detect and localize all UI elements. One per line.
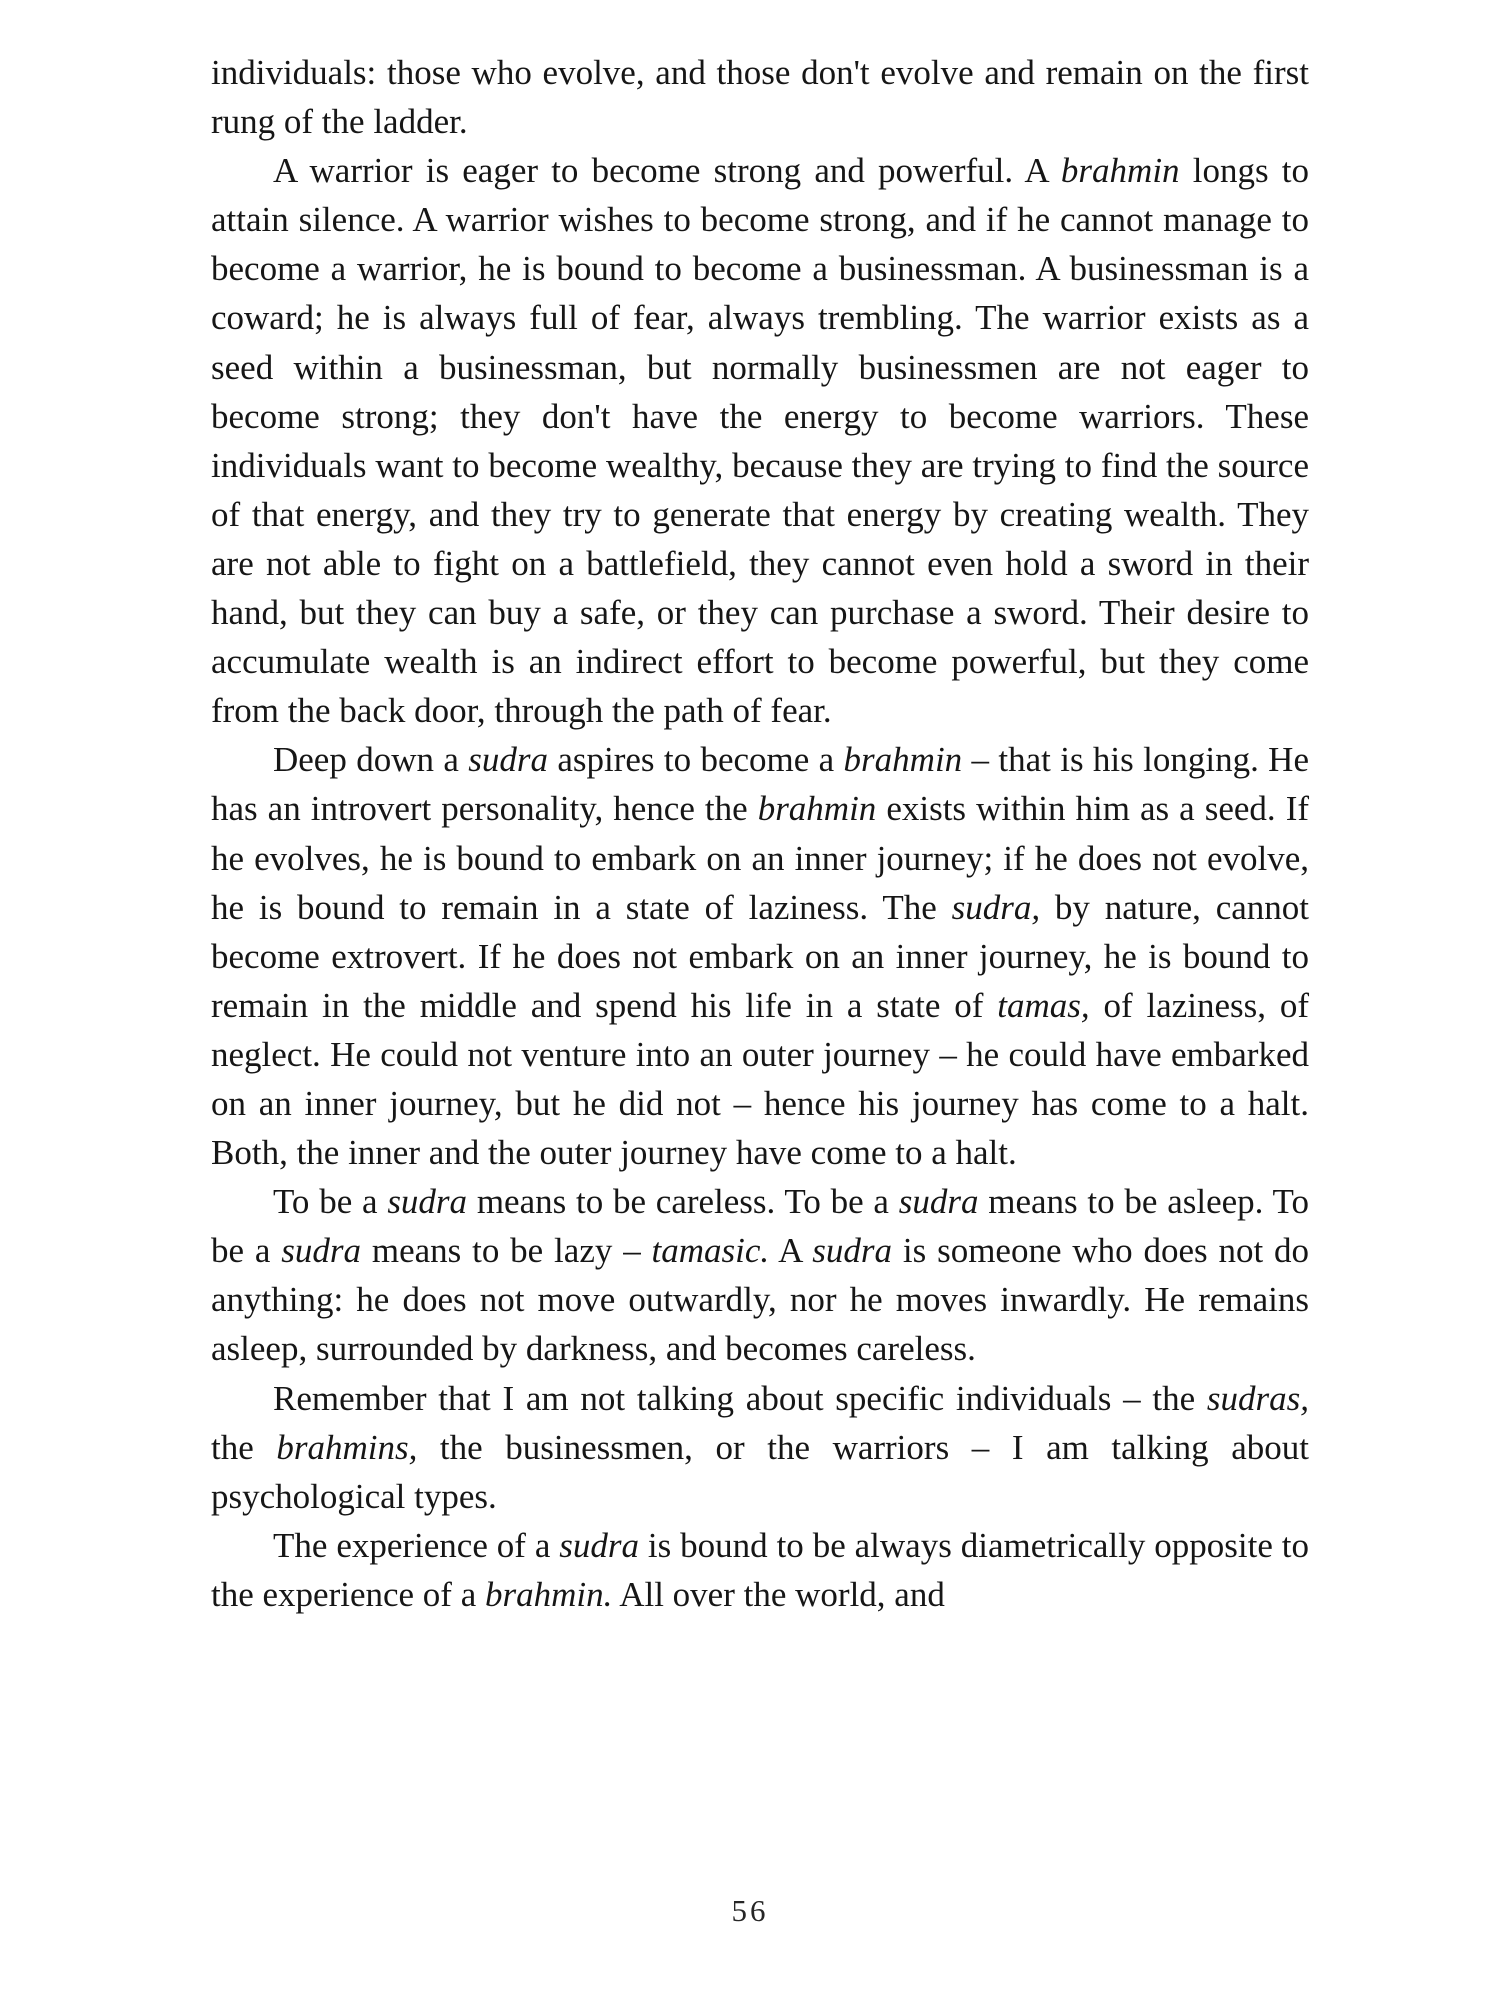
- italic-term: sudra: [559, 1525, 640, 1565]
- paragraph: [211, 1177, 1309, 1373]
- italic-term: sudra: [468, 740, 548, 780]
- text-run: All over the world, and: [612, 1574, 945, 1614]
- italic-term: tamasic.: [651, 1231, 770, 1271]
- text-run: aspires to become a: [547, 740, 844, 780]
- text-run: To be a: [273, 1182, 388, 1222]
- paragraph: [211, 48, 1309, 146]
- text-run: exists within him as a seed. If he evolves, he is bound to embark on an inner journey; if he does not evolve, he is bound to remain in a state of laziness. The: [211, 789, 1309, 927]
- paragraph: [211, 146, 1309, 735]
- paragraph: [211, 735, 1309, 1177]
- italic-term: sudra: [387, 1182, 468, 1222]
- text-run: A warrior is eager to become strong and powerful. A: [273, 151, 1061, 191]
- italic-term: brahmin: [1060, 151, 1180, 191]
- text-run: of laziness, of neglect. He could not venture into an outer journey – he could have embarked on an inner journey, but he did not – hence his journey has come to a halt. Both, the inner and the outer journey have come to a halt.: [211, 985, 1309, 1173]
- text-run: the businessmen, or the warriors – I am talking about psychological types.: [211, 1427, 1309, 1516]
- italic-term: brahmin: [757, 789, 877, 829]
- text-run: by nature, cannot become extrovert. If he does not embark on an inner journey, he is bound to remain in the middle and spend his life in a state of: [211, 887, 1310, 1025]
- text-run: longs to attain silence. A warrior wishes to become strong, and if he cannot manage to become a warrior, he is bound to become a businessman. A businessman is a coward; he is always full of fear, always trembling. The warrior exists as a seed within a businessman, but normally businessmen are not eager to become strong; they don't have the energy to become warriors. These individuals want to become wealthy, because they are trying to find the source of that energy, and they try to generate that energy by creating wealth. They are not able to fight on a battlefield, they cannot even hold a sword in their hand, but they can buy a safe, or they can purchase a sword. Their desire to accumulate wealth is an indirect effort to become powerful, but they come from the back door, through the path of fear.: [211, 151, 1309, 731]
- text-run: A: [769, 1231, 813, 1271]
- paragraph: [211, 1374, 1309, 1521]
- text-run: the: [211, 1427, 277, 1467]
- text-run: Remember that I am not talking about specific individuals – the: [273, 1378, 1207, 1418]
- italic-term: sudra: [812, 1231, 893, 1271]
- text-run: – that is his longing. He has an introvert personality, hence the: [211, 740, 1309, 829]
- text-run: means to be careless. To be a: [467, 1182, 899, 1222]
- text-run: means to be asleep. To be a: [211, 1182, 1309, 1271]
- italic-term: sudra,: [951, 887, 1041, 927]
- paragraph: [211, 1521, 1309, 1619]
- text-run: Deep down a: [273, 740, 469, 780]
- text-run: individuals: those who evolve, and those don't evolve and remain on the first rung of the ladder.: [211, 53, 1309, 142]
- italic-term: brahmins,: [276, 1427, 418, 1467]
- italic-term: brahmin: [843, 740, 963, 780]
- text-run: The experience of a: [273, 1525, 560, 1565]
- italic-term: tamas,: [997, 985, 1090, 1025]
- italic-term: sudra: [898, 1182, 979, 1222]
- text-run: means to be lazy –: [361, 1231, 652, 1271]
- text-run: is bound to be always diametrically opposite to the experience of a: [211, 1525, 1309, 1614]
- italic-term: sudra: [281, 1231, 362, 1271]
- body-text: [211, 48, 1309, 1619]
- page-number: 56: [731, 1893, 769, 1928]
- text-run: is someone who does not do anything: he does not move outwardly, nor he moves inwardly. He remains asleep, surrounded by darkness, and becomes careless.: [211, 1231, 1310, 1369]
- italic-term: sudras,: [1206, 1378, 1309, 1418]
- italic-term: brahmin.: [485, 1574, 613, 1614]
